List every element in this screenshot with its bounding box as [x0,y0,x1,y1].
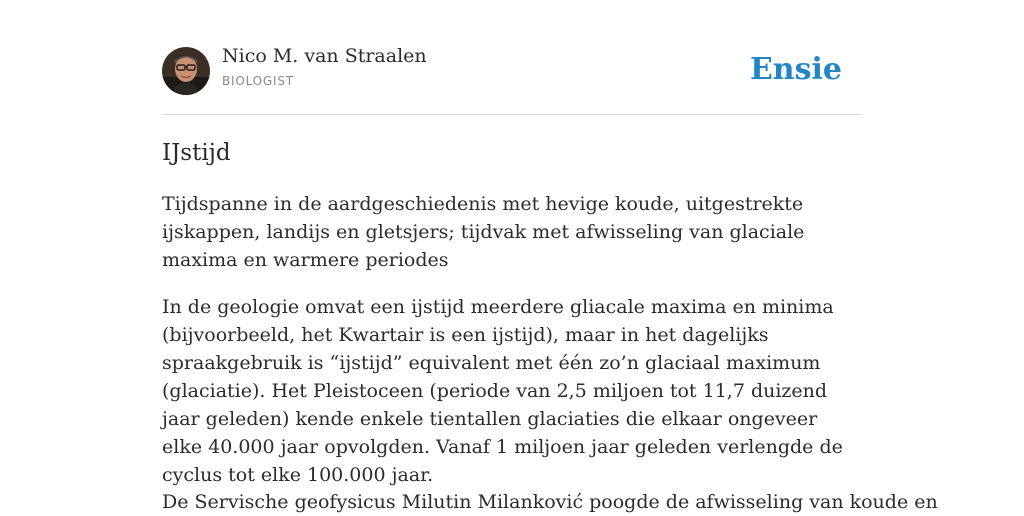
article-header [162,0,862,115]
brand-logo[interactable]: Ensie [749,52,842,87]
article-lead: Tijdspanne in de aardgeschiedenis met hevige koude, uitgestrekte ijskappen, landijs en gletsjers; tijdvak met afwisseling van glaciale maxima en warmere periodes [162,193,805,271]
author-name[interactable]: Nico M. van Straalen [222,45,427,67]
author-avatar[interactable] [162,47,210,95]
article-paragraph: De Servische geofysicus Milutin Milanković poogde de afwisseling van koude en [162,491,938,513]
author-photo [162,47,210,95]
article-page [162,0,938,513]
article-paragraph: In de geologie omvat een ijstijd meerdere gliacale maxima en minima (bijvoorbeeld, het Kwartair is een ijstijd), maar in het dagelijks spraakgebruik is “ijstijd” equivalent met één zo’n glaciaal maximum (glaciatie). Het Pleistoceen (periode van 2,5 miljoen tot 11,7 duizend jaar geleden) kende enkele tientallen glaciaties die elkaar ongeveer elke 40.000 jaar opvolgden. Vanaf 1 miljoen jaar geleden verlengde de cyclus tot elke 100.000 jaar. [162,296,843,486]
author-role: BIOLOGIST [222,74,294,88]
article-title: IJstijd [162,140,231,166]
